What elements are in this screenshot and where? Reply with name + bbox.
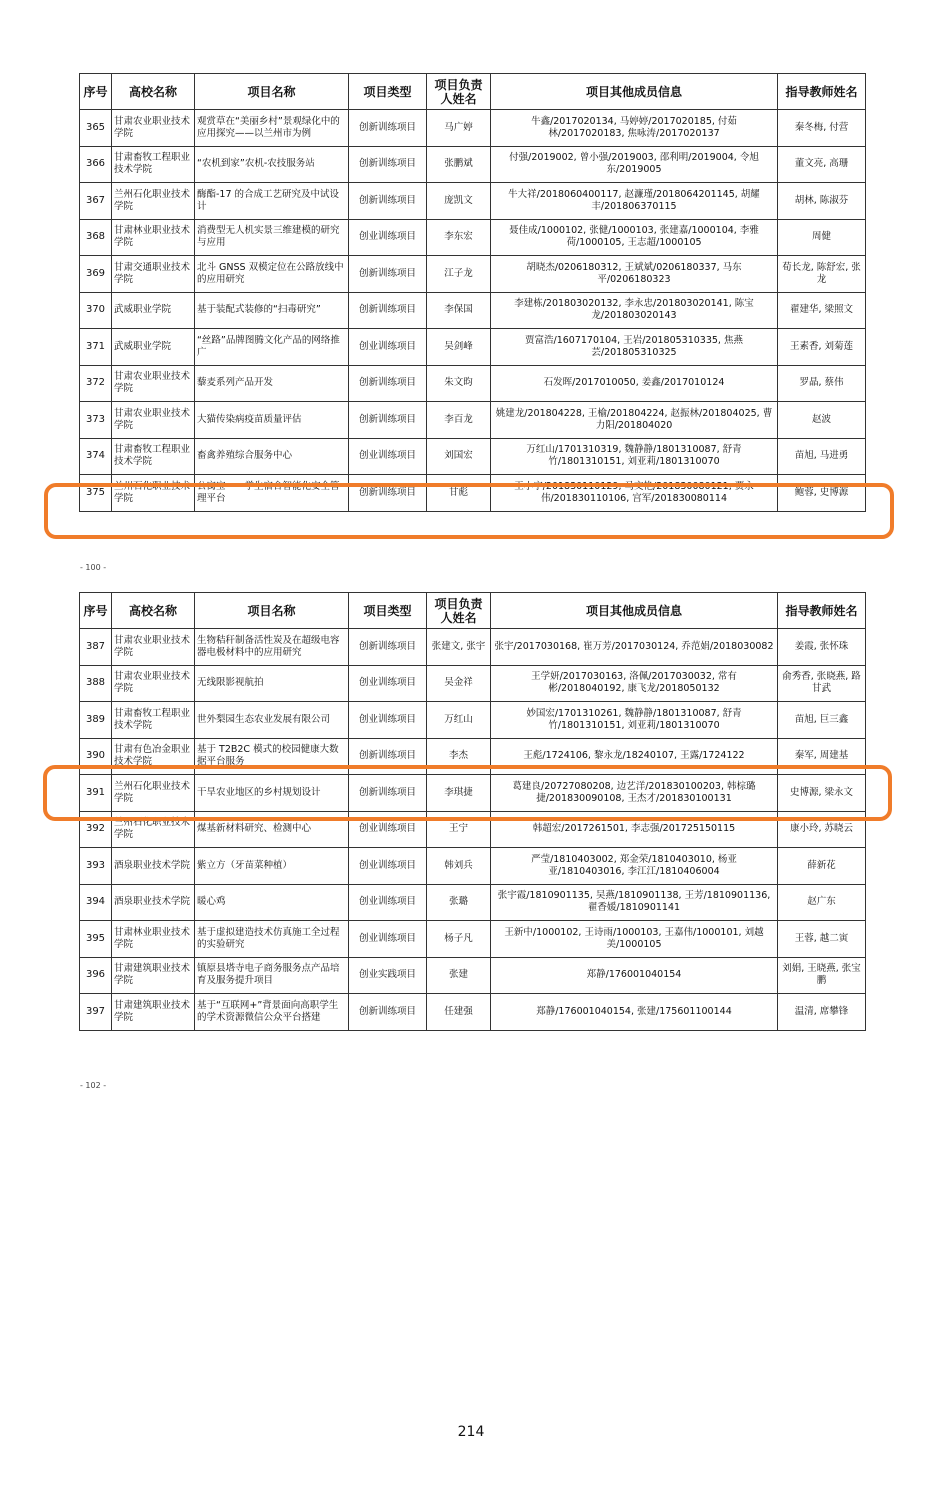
project-members: 郑静/176001040154 bbox=[491, 957, 778, 994]
project-type: 创业训练项目 bbox=[349, 848, 427, 885]
project-leader: 刘国宏 bbox=[427, 438, 491, 475]
row-number: 396 bbox=[80, 957, 112, 994]
row-number: 374 bbox=[80, 438, 112, 475]
project-members: 韩超宏/2017261501, 李志强/201725150115 bbox=[491, 811, 778, 848]
school-name: 兰州石化职业技术学院 bbox=[112, 183, 195, 220]
project-leader: 张鹏斌 bbox=[427, 146, 491, 183]
advisor-name: 赵波 bbox=[778, 402, 866, 439]
project-name: 大猫传染病疫苗质量评估 bbox=[195, 402, 349, 439]
table-row bbox=[80, 629, 866, 666]
row-number: 369 bbox=[80, 256, 112, 293]
project-name: 畜禽养殖综合服务中心 bbox=[195, 438, 349, 475]
page-number: 214 bbox=[457, 1424, 485, 1440]
project-table-top bbox=[79, 73, 866, 512]
school-name: 酒泉职业技术学院 bbox=[112, 884, 195, 921]
project-leader: 庞凯文 bbox=[427, 183, 491, 220]
row-number: 367 bbox=[80, 183, 112, 220]
project-members: 万红山/1701310319, 魏静静/1801310087, 舒青竹/1801310151, 刘亚莉/1801310070 bbox=[491, 438, 778, 475]
header-project-name: 项目名称 bbox=[195, 74, 349, 110]
header-advisor: 指导教师姓名 bbox=[778, 74, 866, 110]
row-number: 394 bbox=[80, 884, 112, 921]
row-number: 368 bbox=[80, 219, 112, 256]
school-name: 甘肃畜牧工程职业技术学院 bbox=[112, 438, 195, 475]
advisor-name: 俞秀香, 张晓燕, 路甘武 bbox=[778, 665, 866, 702]
row-number: 391 bbox=[80, 775, 112, 812]
project-name: “丝路”品牌图腾文化产品的网络推广 bbox=[195, 329, 349, 366]
project-type: 创新训练项目 bbox=[349, 292, 427, 329]
project-name: 生物秸秆制备活性炭及在超级电容器电极材料中的应用研究 bbox=[195, 629, 349, 666]
school-name: 甘肃畜牧工程职业技术学院 bbox=[112, 702, 195, 739]
header-project-name: 项目名称 bbox=[195, 593, 349, 629]
project-type: 创新训练项目 bbox=[349, 402, 427, 439]
school-name: 甘肃农业职业技术学院 bbox=[112, 402, 195, 439]
school-name: 甘肃建筑职业技术学院 bbox=[112, 957, 195, 994]
project-name: “农机到家”农机-农技服务站 bbox=[195, 146, 349, 183]
advisor-name: 薛新花 bbox=[778, 848, 866, 885]
header-school: 高校名称 bbox=[112, 74, 195, 110]
highlight-box-391 bbox=[43, 765, 892, 821]
header-school: 高校名称 bbox=[112, 593, 195, 629]
project-name: 无线限影视航拍 bbox=[195, 665, 349, 702]
header-leader: 项目负责人姓名 bbox=[427, 593, 491, 629]
project-name: 干旱农业地区的乡村规划设计 bbox=[195, 775, 349, 812]
project-leader: 甘彪 bbox=[427, 475, 491, 512]
project-type: 创业实践项目 bbox=[349, 957, 427, 994]
project-members: 胡晓杰/0206180312, 王斌斌/0206180337, 马东平/0206180323 bbox=[491, 256, 778, 293]
table-row bbox=[80, 292, 866, 329]
table-row bbox=[80, 884, 866, 921]
table-body bbox=[80, 629, 866, 1031]
school-name: 武威职业学院 bbox=[112, 329, 195, 366]
table-row bbox=[80, 702, 866, 739]
advisor-name: 周健 bbox=[778, 219, 866, 256]
header-project-type: 项目类型 bbox=[349, 74, 427, 110]
school-name: 甘肃林业职业技术学院 bbox=[112, 219, 195, 256]
project-leader: 张建 bbox=[427, 957, 491, 994]
project-type: 创新训练项目 bbox=[349, 994, 427, 1031]
row-number: 375 bbox=[80, 475, 112, 512]
advisor-name: 刘娟, 王晓燕, 张宝鹏 bbox=[778, 957, 866, 994]
project-name: 北斗 GNSS 双模定位在公路放线中的应用研究 bbox=[195, 256, 349, 293]
row-number: 397 bbox=[80, 994, 112, 1031]
project-type: 创新训练项目 bbox=[349, 183, 427, 220]
project-members: 石发晖/2017010050, 姜鑫/2017010124 bbox=[491, 365, 778, 402]
row-number: 392 bbox=[80, 811, 112, 848]
header-members: 项目其他成员信息 bbox=[491, 593, 778, 629]
project-members: 牛鑫/2017020134, 马婷婷/2017020185, 付茹林/2017020183, 焦咏涛/2017020137 bbox=[491, 110, 778, 147]
advisor-name: 康小玲, 苏晓云 bbox=[778, 811, 866, 848]
school-name: 甘肃农业职业技术学院 bbox=[112, 629, 195, 666]
header-leader: 项目负责人姓名 bbox=[427, 74, 491, 110]
project-type: 创业训练项目 bbox=[349, 219, 427, 256]
project-leader: 万红山 bbox=[427, 702, 491, 739]
project-leader: 李杰 bbox=[427, 738, 491, 775]
project-type: 创新训练项目 bbox=[349, 475, 427, 512]
advisor-name: 赵广东 bbox=[778, 884, 866, 921]
advisor-name: 罗晶, 蔡伟 bbox=[778, 365, 866, 402]
school-name: 甘肃农业职业技术学院 bbox=[112, 665, 195, 702]
project-type: 创新训练项目 bbox=[349, 775, 427, 812]
project-leader: 李东宏 bbox=[427, 219, 491, 256]
project-type: 创新训练项目 bbox=[349, 110, 427, 147]
project-members: 姚建龙/201804228, 王榆/201804224, 赵振林/201804025, 曹力阳/201804020 bbox=[491, 402, 778, 439]
table-row bbox=[80, 994, 866, 1031]
advisor-name: 荀长龙, 陈舒宏, 张龙 bbox=[778, 256, 866, 293]
table-row bbox=[80, 329, 866, 366]
row-number: 371 bbox=[80, 329, 112, 366]
project-type: 创新训练项目 bbox=[349, 256, 427, 293]
project-name: 紫立方（牙苗菜种植） bbox=[195, 848, 349, 885]
row-number: 387 bbox=[80, 629, 112, 666]
project-leader: 张建文, 张宇 bbox=[427, 629, 491, 666]
school-name: 兰州石化职业技术学院 bbox=[112, 775, 195, 812]
school-name: 甘肃农业职业技术学院 bbox=[112, 365, 195, 402]
project-type: 创新训练项目 bbox=[349, 365, 427, 402]
project-members: 聂佳成/1000102, 张健/1000103, 张建嘉/1000104, 李雅荷/1000105, 王志超/1000105 bbox=[491, 219, 778, 256]
project-members: 王学妍/2017030163, 洛佩/2017030032, 常有彬/2018040192, 康飞龙/2018050132 bbox=[491, 665, 778, 702]
advisor-name: 王蓉, 越二寅 bbox=[778, 921, 866, 958]
row-number: 395 bbox=[80, 921, 112, 958]
row-number: 393 bbox=[80, 848, 112, 885]
table-row bbox=[80, 402, 866, 439]
advisor-name: 苗旭, 巨三鑫 bbox=[778, 702, 866, 739]
highlight-box-375 bbox=[44, 483, 894, 539]
header-project-type: 项目类型 bbox=[349, 593, 427, 629]
project-leader: 王宁 bbox=[427, 811, 491, 848]
row-number: 389 bbox=[80, 702, 112, 739]
advisor-name: 史博源, 梁永文 bbox=[778, 775, 866, 812]
project-members: 张宇/2017030168, 崔万芳/2017030124, 乔范娟/2018030082 bbox=[491, 629, 778, 666]
project-leader: 江子龙 bbox=[427, 256, 491, 293]
project-name: 基于“互联网+”背景面向高职学生的学术资源微信公众平台搭建 bbox=[195, 994, 349, 1031]
project-name: 公寓宝——学生宿舍智能化安全管理平台 bbox=[195, 475, 349, 512]
page-mark-bottom: - 102 - bbox=[80, 1081, 107, 1090]
project-members: 郑静/176001040154, 张建/175601100144 bbox=[491, 994, 778, 1031]
project-leader: 马广婷 bbox=[427, 110, 491, 147]
advisor-name: 董文亮, 高珊 bbox=[778, 146, 866, 183]
project-type: 创业训练项目 bbox=[349, 921, 427, 958]
table-row bbox=[80, 219, 866, 256]
table-row bbox=[80, 183, 866, 220]
project-leader: 杨子凡 bbox=[427, 921, 491, 958]
table-row bbox=[80, 256, 866, 293]
table-row bbox=[80, 110, 866, 147]
project-leader: 任建强 bbox=[427, 994, 491, 1031]
project-type: 创新训练项目 bbox=[349, 738, 427, 775]
header-advisor: 指导教师姓名 bbox=[778, 593, 866, 629]
advisor-name: 王素香, 刘菊莲 bbox=[778, 329, 866, 366]
school-name: 兰州石化职业技术学院 bbox=[112, 475, 195, 512]
table-body bbox=[80, 110, 866, 512]
project-type: 创业训练项目 bbox=[349, 665, 427, 702]
project-members: 贾富浩/1607170104, 王岩/201805310335, 焦燕芸/201805310325 bbox=[491, 329, 778, 366]
project-leader: 李琪捷 bbox=[427, 775, 491, 812]
project-leader: 李保国 bbox=[427, 292, 491, 329]
row-number: 365 bbox=[80, 110, 112, 147]
project-name: 消费型无人机实景三维建模的研究与应用 bbox=[195, 219, 349, 256]
header-no: 序号 bbox=[80, 74, 112, 110]
row-number: 373 bbox=[80, 402, 112, 439]
school-name: 甘肃林业职业技术学院 bbox=[112, 921, 195, 958]
project-name: 世外梨园生态农业发展有限公司 bbox=[195, 702, 349, 739]
school-name: 甘肃有色冶金职业技术学院 bbox=[112, 738, 195, 775]
project-type: 创业训练项目 bbox=[349, 438, 427, 475]
advisor-name: 鲍蓉, 史博源 bbox=[778, 475, 866, 512]
project-type: 创业训练项目 bbox=[349, 329, 427, 366]
project-type: 创业训练项目 bbox=[349, 702, 427, 739]
advisor-name: 温清, 席攀锋 bbox=[778, 994, 866, 1031]
school-name: 甘肃交通职业技术学院 bbox=[112, 256, 195, 293]
school-name: 甘肃农业职业技术学院 bbox=[112, 110, 195, 147]
project-members: 葛建良/20727080208, 边艺洋/201830100203, 韩棕璐捷/201830090108, 王杰才/201830100131 bbox=[491, 775, 778, 812]
project-leader: 韩刘兵 bbox=[427, 848, 491, 885]
row-number: 372 bbox=[80, 365, 112, 402]
project-name: 观赏草在“美丽乡村”景观绿化中的应用探究——以兰州市为例 bbox=[195, 110, 349, 147]
project-name: 酶酯-17 的合成工艺研究及中试设计 bbox=[195, 183, 349, 220]
row-number: 370 bbox=[80, 292, 112, 329]
table-row bbox=[80, 665, 866, 702]
row-number: 366 bbox=[80, 146, 112, 183]
project-members: 王新中/1000102, 王诗雨/1000103, 王嘉伟/1000101, 刘越美/1000105 bbox=[491, 921, 778, 958]
school-name: 武威职业学院 bbox=[112, 292, 195, 329]
project-members: 王彪/1724106, 黎永龙/18240107, 王露/1724122 bbox=[491, 738, 778, 775]
project-leader: 吴金祥 bbox=[427, 665, 491, 702]
project-type: 创业训练项目 bbox=[349, 811, 427, 848]
project-leader: 朱文昀 bbox=[427, 365, 491, 402]
project-type: 创新训练项目 bbox=[349, 629, 427, 666]
project-leader: 吴剑峰 bbox=[427, 329, 491, 366]
advisor-name: 苗旭, 马进勇 bbox=[778, 438, 866, 475]
project-type: 创新训练项目 bbox=[349, 146, 427, 183]
project-members: 妙国宏/1701310261, 魏静静/1801310087, 舒青竹/1801310151, 刘亚莉/1801310070 bbox=[491, 702, 778, 739]
page-mark-top: - 100 - bbox=[80, 563, 107, 572]
project-name: 基于虚拟建造技术仿真施工全过程的实验研究 bbox=[195, 921, 349, 958]
project-name: 基于 T2B2C 模式的校园健康大数据平台服务 bbox=[195, 738, 349, 775]
header-members: 项目其他成员信息 bbox=[491, 74, 778, 110]
table-row bbox=[80, 438, 866, 475]
advisor-name: 胡林, 陈淑芬 bbox=[778, 183, 866, 220]
project-name: 镇原县塔寺电子商务服务点产品培育及服务提升项目 bbox=[195, 957, 349, 994]
advisor-name: 姜霞, 张怀珠 bbox=[778, 629, 866, 666]
project-leader: 张璐 bbox=[427, 884, 491, 921]
table-row bbox=[80, 957, 866, 994]
project-members: 李建栋/201803020132, 李永忠/201803020141, 陈宝龙/201803020143 bbox=[491, 292, 778, 329]
project-members: 牛大祥/2018060400117, 赵濂瑾/2018064201145, 胡耀丰/201806370115 bbox=[491, 183, 778, 220]
project-members: 王小宁/201830110129, 马文艳/201830080121, 贾永伟/201830110106, 宫军/201830080114 bbox=[491, 475, 778, 512]
school-name: 甘肃建筑职业技术学院 bbox=[112, 994, 195, 1031]
project-name: 藜麦系列产品开发 bbox=[195, 365, 349, 402]
advisor-name: 秦军, 周建基 bbox=[778, 738, 866, 775]
school-name: 甘肃畜牧工程职业技术学院 bbox=[112, 146, 195, 183]
project-name: 基于装配式装修的“扫毒研究” bbox=[195, 292, 349, 329]
advisor-name: 翟建华, 梁照文 bbox=[778, 292, 866, 329]
table-row bbox=[80, 146, 866, 183]
row-number: 390 bbox=[80, 738, 112, 775]
project-name: 煤基新材料研究、检测中心 bbox=[195, 811, 349, 848]
school-name: 酒泉职业技术学院 bbox=[112, 848, 195, 885]
project-type: 创业训练项目 bbox=[349, 884, 427, 921]
school-name: 兰州石化职业技术学院 bbox=[112, 811, 195, 848]
project-members: 严莹/1810403002, 郑金荣/1810403010, 杨亚亚/1810403016, 李江江/1810406004 bbox=[491, 848, 778, 885]
project-name: 暖心鸡 bbox=[195, 884, 349, 921]
table-row bbox=[80, 848, 866, 885]
row-number: 388 bbox=[80, 665, 112, 702]
project-leader: 李百龙 bbox=[427, 402, 491, 439]
advisor-name: 秦冬梅, 付营 bbox=[778, 110, 866, 147]
project-members: 付强/2019002, 曾小强/2019003, 邵利明/2019004, 令旭东/2019005 bbox=[491, 146, 778, 183]
project-members: 张宇霞/1810901135, 吴燕/1810901138, 王芳/1810901136, 翟香媛/1810901141 bbox=[491, 884, 778, 921]
table-row bbox=[80, 921, 866, 958]
header-no: 序号 bbox=[80, 593, 112, 629]
table-row bbox=[80, 365, 866, 402]
